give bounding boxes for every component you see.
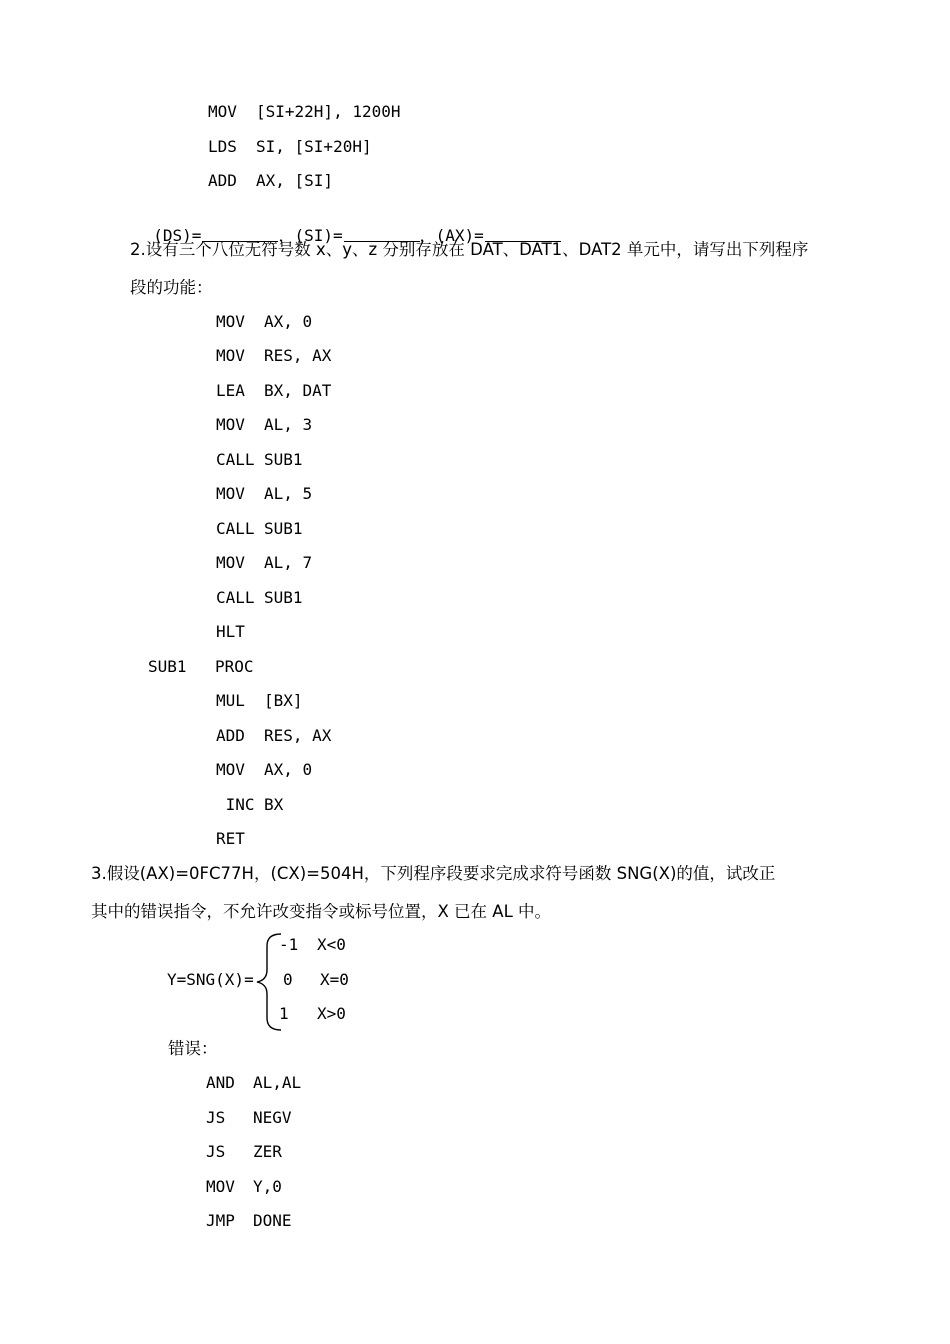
operands: SUB1 bbox=[264, 519, 303, 538]
ds-label: (DS)= bbox=[153, 226, 202, 245]
code-line bbox=[216, 450, 303, 470]
proc-keyword: PROC bbox=[215, 657, 254, 676]
opcode: MOV bbox=[216, 553, 245, 572]
opcode: JS bbox=[206, 1108, 226, 1127]
opcode: MOV bbox=[216, 484, 245, 503]
code-line bbox=[206, 1211, 292, 1231]
q2-text-line2: 段的功能： bbox=[130, 278, 213, 297]
q3-text-line2: 其中的错误指令，不允许改变指令或标号位置，X 已在 AL 中。 bbox=[91, 902, 552, 921]
code-line bbox=[216, 588, 303, 608]
code-line bbox=[206, 1108, 292, 1128]
opcode: LEA bbox=[216, 381, 245, 400]
operands: [BX] bbox=[264, 691, 303, 710]
code-line bbox=[216, 346, 331, 366]
answer-line bbox=[134, 206, 561, 245]
code-line bbox=[216, 519, 303, 539]
operands: BX bbox=[264, 795, 284, 814]
opcode: MOV bbox=[206, 1177, 235, 1196]
operands: AL, 3 bbox=[264, 415, 313, 434]
opcode: MOV bbox=[216, 760, 245, 779]
operands: SUB1 bbox=[264, 450, 303, 469]
code-line bbox=[216, 484, 312, 504]
code-line bbox=[216, 622, 264, 642]
opcode: ADD bbox=[208, 171, 237, 190]
operands: Y,0 bbox=[253, 1177, 282, 1196]
code-line bbox=[216, 691, 303, 711]
proc-line bbox=[148, 657, 254, 677]
opcode: CALL bbox=[216, 588, 255, 607]
code-line bbox=[216, 829, 264, 849]
opcode: INC bbox=[216, 795, 255, 814]
case-condition: X>0 bbox=[317, 1004, 346, 1023]
q2-text-line1: 2.设有三个八位无符号数 x、y、z 分别存放在 DAT、DAT1、DAT2 单元中，请写出下列程序 bbox=[130, 240, 809, 259]
operands: AL, 7 bbox=[264, 553, 313, 572]
operands: [SI+22H], 1200H bbox=[256, 102, 401, 121]
code-line bbox=[208, 137, 372, 157]
operands: DONE bbox=[253, 1211, 292, 1230]
operands: AX, 0 bbox=[264, 760, 313, 779]
error-label: 错误： bbox=[168, 1039, 218, 1058]
opcode: MOV bbox=[216, 346, 245, 365]
opcode: ADD bbox=[216, 726, 245, 745]
code-line bbox=[216, 381, 331, 401]
si-label: ，(SI)= bbox=[278, 226, 343, 245]
operands: SUB1 bbox=[264, 588, 303, 607]
opcode: MOV bbox=[216, 415, 245, 434]
case-condition: X<0 bbox=[317, 935, 346, 954]
q3-text-line1: 3.假设(AX)=0FC77H，(CX)=504H，下列程序段要求完成求符号函数 SNG(X)的值，试改正 bbox=[91, 864, 776, 883]
operands: BX, DAT bbox=[264, 381, 332, 400]
opcode: CALL bbox=[216, 450, 255, 469]
opcode: RET bbox=[216, 829, 245, 848]
opcode: AND bbox=[206, 1073, 235, 1092]
case-line bbox=[283, 970, 349, 990]
case-value: -1 bbox=[279, 935, 299, 954]
operands: ZER bbox=[253, 1142, 282, 1161]
code-line bbox=[216, 312, 312, 332]
operands: AL, 5 bbox=[264, 484, 313, 503]
opcode: MOV bbox=[216, 312, 245, 331]
code-line bbox=[216, 553, 312, 573]
operands: AL,AL bbox=[253, 1073, 302, 1092]
code-line bbox=[216, 415, 312, 435]
case-line bbox=[279, 1004, 346, 1024]
operands: RES, AX bbox=[264, 726, 332, 745]
proc-label: SUB1 bbox=[148, 657, 187, 676]
code-line bbox=[216, 726, 331, 746]
opcode: JS bbox=[206, 1142, 226, 1161]
case-value: 0 bbox=[283, 970, 293, 989]
operands: AX, [SI] bbox=[256, 171, 334, 190]
code-line bbox=[216, 760, 312, 780]
opcode: LDS bbox=[208, 137, 237, 156]
code-line bbox=[208, 171, 333, 191]
opcode: CALL bbox=[216, 519, 255, 538]
operands: NEGV bbox=[253, 1108, 292, 1127]
code-line bbox=[206, 1073, 301, 1093]
operands: AX, 0 bbox=[264, 312, 313, 331]
opcode: HLT bbox=[216, 622, 245, 641]
code-line bbox=[206, 1142, 282, 1162]
code-line bbox=[216, 795, 283, 815]
case-value: 1 bbox=[279, 1004, 289, 1023]
case-condition: X=0 bbox=[320, 970, 349, 989]
ax-label: ，(AX)= bbox=[419, 226, 484, 245]
case-line bbox=[279, 935, 346, 955]
operands: RES, AX bbox=[264, 346, 332, 365]
opcode: MOV bbox=[208, 102, 237, 121]
operands: SI, [SI+20H] bbox=[256, 137, 372, 156]
formula-lhs: Y=SNG(X)= bbox=[167, 970, 254, 989]
opcode: JMP bbox=[206, 1211, 235, 1230]
opcode: MUL bbox=[216, 691, 245, 710]
code-line bbox=[206, 1177, 282, 1197]
code-line bbox=[208, 102, 401, 122]
